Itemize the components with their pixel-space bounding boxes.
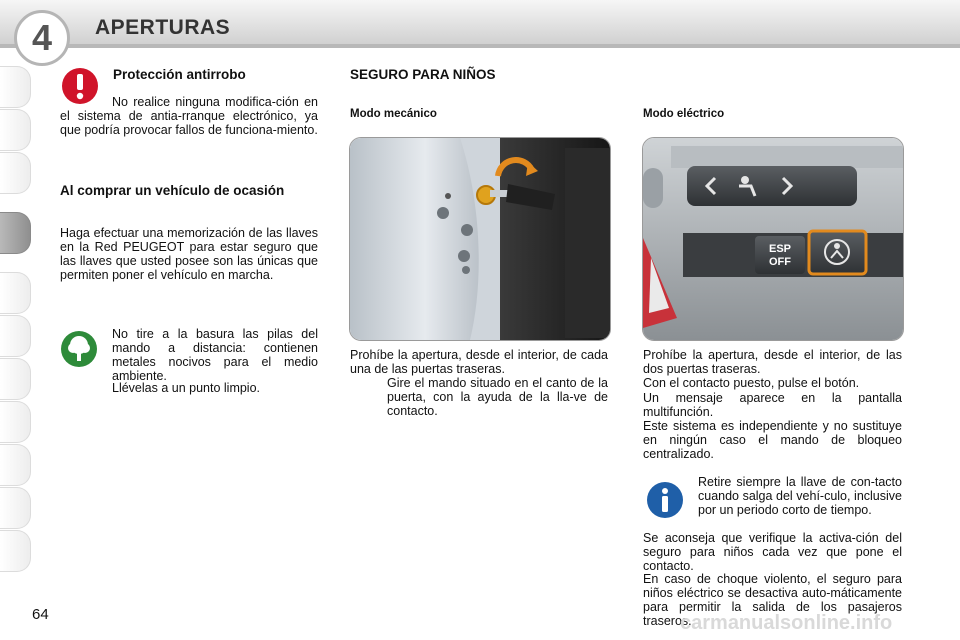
chapter-tabs [0, 66, 34, 574]
esp-label-top: ESP [768, 243, 792, 255]
environment-text-2: Llévelas a un punto limpio. [112, 381, 261, 395]
info-text: Retire siempre la llave de con-tacto cuando salga del vehí-culo, inclusive por un periodo corto de tiempo. [698, 475, 902, 517]
electric-description: Prohíbe la apertura, desde el interior, de las dos puertas traseras. [643, 348, 902, 376]
chapter-tab[interactable] [0, 358, 31, 400]
electric-instruction: Con el contacto puesto, pulse el botón. [643, 376, 860, 390]
electric-independence-text: Este sistema es independiente y no sustituye en ningún caso el mando de bloqueo centralizado. [643, 419, 902, 461]
chapter-title: APERTURAS [95, 16, 231, 39]
crash-deactivation-text: En caso de choque violento, el seguro para niños eléctrico se desactiva auto-máticamente para permitir la salida de los pasajeros traseros. [643, 572, 902, 628]
chapter-tab[interactable] [0, 401, 31, 443]
chapter-tab[interactable] [0, 444, 31, 486]
electric-mode-title: Modo eléctrico [643, 108, 725, 120]
chapter-tab[interactable] [0, 66, 31, 108]
info-icon [646, 481, 684, 519]
chapter-tab[interactable] [0, 152, 31, 194]
antitheft-title: Protección antirrobo [113, 67, 246, 82]
page-number: 64 [32, 606, 49, 623]
environment-text: No tire a la basura las pilas del mando a distancia: contienen metales nocivos para el medio ambiente. [112, 327, 318, 383]
mechanical-lock-photo [349, 137, 611, 341]
chapter-tab[interactable] [0, 272, 31, 314]
chapter-badge [14, 10, 70, 66]
electric-button-photo [642, 137, 904, 341]
activation-advice-text: Se aconseja que verifique la activa-ción del seguro para niños cada vez que pone el contacto. [643, 531, 902, 573]
esp-label-bottom: OFF [769, 256, 791, 268]
chapter-tab[interactable] [0, 530, 31, 572]
used-car-title: Al comprar un vehículo de ocasión [60, 183, 285, 198]
header-divider [0, 44, 960, 48]
mechanical-instruction: Gire el mando situado en el canto de la puerta, con la ayuda de la lla-ve de contacto. [387, 376, 608, 418]
mechanical-mode-title: Modo mecánico [350, 108, 437, 120]
electric-message-text: Un mensaje aparece en la pantalla multifunción. [643, 391, 902, 419]
chapter-tab-active[interactable] [0, 212, 31, 254]
used-car-text: Haga efectuar una memorización de las llaves en la Red PEUGEOT para estar seguro que las llaves que usted posee son las únicas que permiten poner el vehículo en marcha. [60, 226, 318, 282]
chapter-tab[interactable] [0, 315, 31, 357]
mechanical-description: Prohíbe la apertura, desde el interior, de cada una de las puertas traseras. [350, 348, 608, 376]
watermark: carmanualsonline.info [680, 612, 893, 634]
recycle-tree-icon [60, 330, 98, 368]
antitheft-text: No realice ninguna modifica-ción en el sistema de antia-rranque electrónico, ya que podría provocar fallos de funciona-miento. [60, 95, 318, 137]
chapter-tab[interactable] [0, 109, 31, 151]
chapter-number: 4 [31, 17, 53, 58]
section-title: SEGURO PARA NIÑOS [350, 67, 496, 82]
chapter-tab[interactable] [0, 487, 31, 529]
